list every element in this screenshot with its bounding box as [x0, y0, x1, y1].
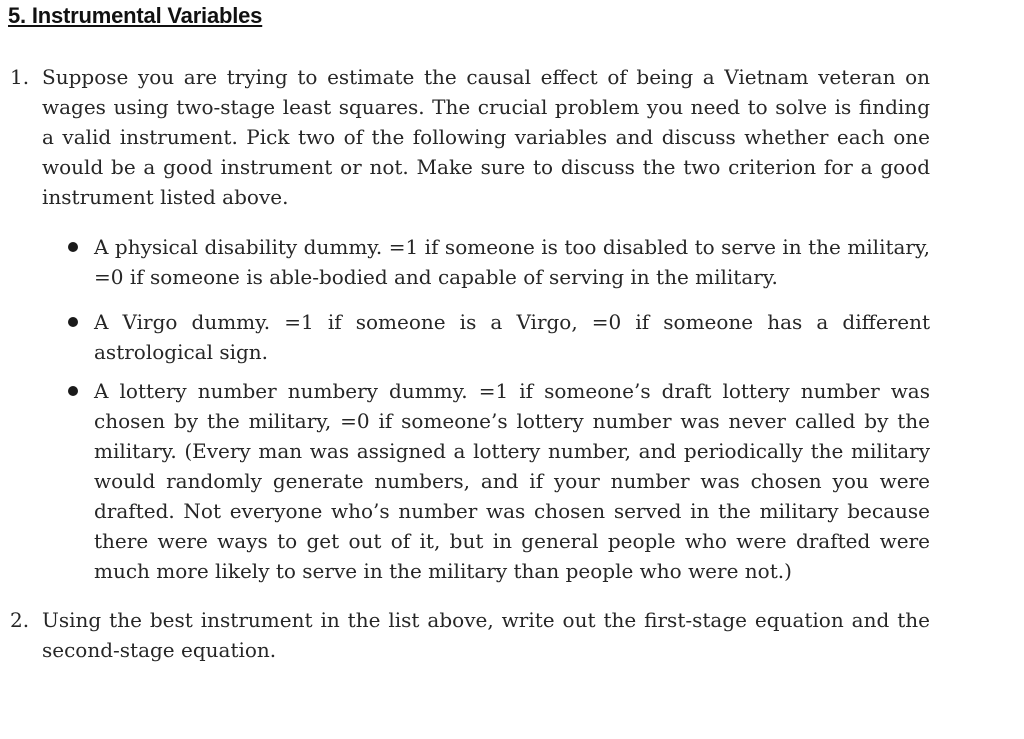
question-2-number: 2. [10, 608, 30, 632]
question-1-text: Suppose you are trying to estimate the causal effect of being a Vietnam veteran on wages using two-stage least squares. The crucial problem you need to solve is finding a valid instrument. Pick two of the following variables and discuss whether each one would be a good instrument or not. Make sure to discuss the two criterion for a good instrument listed above. [42, 65, 930, 209]
list-item-virgo-dummy: A Virgo dummy. =1 if someone is a Virgo, =0 if someone has a different astrological sign. [94, 310, 930, 364]
bullet-icon [68, 386, 78, 396]
list-item-lottery-dummy: A lottery number numbery dummy. =1 if someone’s draft lottery number was chosen by the military, =0 if someone’s lottery number was never called by the military. (Every man was assigned a lottery number, and periodically the military would randomly generate numbers, and if your number was chosen you were drafted. Not everyone who’s number was chosen served in the military because there were ways to get out of it, but in general people who were drafted were much more likely to serve in the military than people who were not.) [94, 379, 930, 583]
question-2-text: Using the best instrument in the list above, write out the first-stage equation and the second-stage equation. [42, 608, 930, 662]
list-item-disability-dummy: A physical disability dummy. =1 if someone is too disabled to serve in the military, =0 if someone is able-bodied and capable of serving in the military. [94, 235, 930, 289]
bullet-icon [68, 242, 78, 252]
question-1-number: 1. [10, 65, 30, 89]
bullet-icon [68, 317, 78, 327]
section-heading: 5. Instrumental Variables [8, 3, 263, 28]
